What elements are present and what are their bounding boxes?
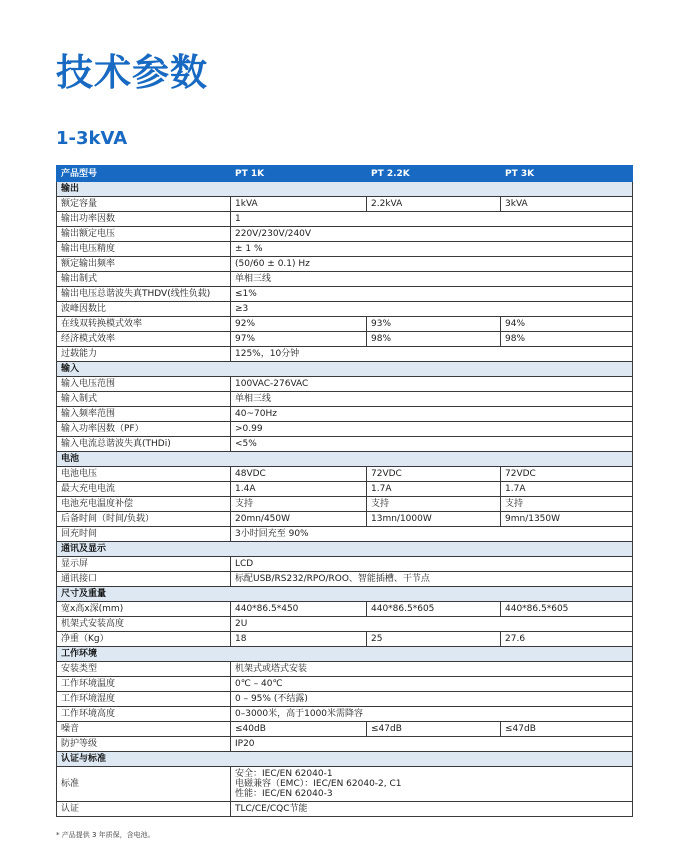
- table-row: [57, 527, 633, 542]
- header-cell: PT 1K: [231, 166, 367, 182]
- row-label: 工作环境温度: [57, 677, 231, 692]
- row-label: 电池电压: [57, 467, 231, 482]
- table-row: [57, 302, 633, 317]
- table-row: [57, 332, 633, 347]
- row-value: 3kVA: [501, 197, 633, 212]
- table-row: [57, 242, 633, 257]
- table-row: [57, 767, 633, 802]
- section-heading: 输出: [57, 182, 633, 197]
- section-row: [57, 542, 633, 557]
- table-row: [57, 377, 633, 392]
- table-row: [57, 347, 633, 362]
- row-value: 2.2kVA: [367, 197, 501, 212]
- header-cell: PT 2.2K: [367, 166, 501, 182]
- row-label: 输出制式: [57, 272, 231, 287]
- row-label: 宽x高x深(mm): [57, 602, 231, 617]
- table-row: [57, 707, 633, 722]
- row-value: 1.4A: [231, 482, 367, 497]
- table-row: [57, 482, 633, 497]
- table-row: [57, 392, 633, 407]
- row-label: 经济模式效率: [57, 332, 231, 347]
- row-value: 机架式或塔式安装: [231, 662, 633, 677]
- header-cell: 产品型号: [57, 166, 231, 182]
- table-header-row: [57, 166, 633, 182]
- row-value: 1: [231, 212, 633, 227]
- row-value: [231, 767, 633, 802]
- row-label: 输出电压总谐波失真THDV(线性负载): [57, 287, 231, 302]
- row-label: 后备时间（时间/负载）: [57, 512, 231, 527]
- row-value: ≤47dB: [367, 722, 501, 737]
- header-cell: PT 3K: [501, 166, 633, 182]
- table-row: [57, 802, 633, 817]
- row-label: 输入电流总谐波失真(THDi): [57, 437, 231, 452]
- row-value: 72VDC: [501, 467, 633, 482]
- row-value: 单相三线: [231, 272, 633, 287]
- row-value: 1.7A: [367, 482, 501, 497]
- row-value: 100VAC-276VAC: [231, 377, 633, 392]
- row-value: LCD: [231, 557, 633, 572]
- row-label: 输出电压精度: [57, 242, 231, 257]
- row-value: 支持: [231, 497, 367, 512]
- row-value: 1.7A: [501, 482, 633, 497]
- row-value: >0.99: [231, 422, 633, 437]
- footnote: * 产品提供 3 年质保，含电池。: [56, 831, 155, 839]
- row-label: 输入电压范围: [57, 377, 231, 392]
- table-row: [57, 722, 633, 737]
- table-row: [57, 437, 633, 452]
- row-value: 40~70Hz: [231, 407, 633, 422]
- row-value: 98%: [367, 332, 501, 347]
- table-row: [57, 407, 633, 422]
- row-value: ± 1 %: [231, 242, 633, 257]
- table-row: [57, 272, 633, 287]
- row-label: 输入功率因数（PF）: [57, 422, 231, 437]
- section-row: [57, 362, 633, 377]
- table-row: [57, 422, 633, 437]
- row-value: 48VDC: [231, 467, 367, 482]
- row-label: 通讯接口: [57, 572, 231, 587]
- row-label: 显示屏: [57, 557, 231, 572]
- row-value: 标配USB/RS232/RPO/ROO、智能插槽、干节点: [231, 572, 633, 587]
- value-line: 安全：IEC/EN 62040-1: [235, 769, 333, 779]
- row-value: TLC/CE/CQC节能: [231, 802, 633, 817]
- table-row: [57, 317, 633, 332]
- row-value: 125%，10分钟: [231, 347, 633, 362]
- table-row: [57, 257, 633, 272]
- row-label: 机架式安装高度: [57, 617, 231, 632]
- row-value: 1kVA: [231, 197, 367, 212]
- row-value: <5%: [231, 437, 633, 452]
- row-value: 0–3000米，高于1000米需降容: [231, 707, 633, 722]
- row-value: 单相三线: [231, 392, 633, 407]
- row-value: (50/60 ± 0.1) Hz: [231, 257, 633, 272]
- row-value: 98%: [501, 332, 633, 347]
- page-title: 技术参数: [56, 51, 208, 94]
- row-value: 支持: [367, 497, 501, 512]
- value-line: 性能：IEC/EN 62040-3: [235, 789, 333, 799]
- row-label: 波峰因数比: [57, 302, 231, 317]
- table-row: [57, 677, 633, 692]
- section-heading: 通讯及显示: [57, 542, 633, 557]
- table-row: [57, 737, 633, 752]
- section-row: [57, 452, 633, 467]
- row-label: 在线双转换模式效率: [57, 317, 231, 332]
- row-value: 440*86.5*450: [231, 602, 367, 617]
- row-value: 2U: [231, 617, 633, 632]
- table-row: [57, 197, 633, 212]
- row-value: 27.6: [501, 632, 633, 647]
- section-heading: 尺寸及重量: [57, 587, 633, 602]
- row-value: 3小时回充至 90%: [231, 527, 633, 542]
- section-row: [57, 647, 633, 662]
- row-label: 认证: [57, 802, 231, 817]
- table-row: [57, 557, 633, 572]
- row-value: 13mn/1000W: [367, 512, 501, 527]
- row-value: 440*86.5*605: [501, 602, 633, 617]
- row-value: 92%: [231, 317, 367, 332]
- row-label: 过载能力: [57, 347, 231, 362]
- row-label: 工作环境湿度: [57, 692, 231, 707]
- row-label: 回充时间: [57, 527, 231, 542]
- row-label: 输入频率范围: [57, 407, 231, 422]
- row-label: 最大充电电流: [57, 482, 231, 497]
- section-heading: 认证与标准: [57, 752, 633, 767]
- section-row: [57, 587, 633, 602]
- section-subtitle: 1-3kVA: [56, 128, 128, 149]
- row-value: 72VDC: [367, 467, 501, 482]
- row-value: 18: [231, 632, 367, 647]
- value-line: 电磁兼容（EMC）：IEC/EN 62040-2, C1: [235, 779, 402, 789]
- table-row: [57, 692, 633, 707]
- row-label: 防护等级: [57, 737, 231, 752]
- row-label: 净重（Kg）: [57, 632, 231, 647]
- table-row: [57, 662, 633, 677]
- row-label: 输出功率因数: [57, 212, 231, 227]
- row-label: 输出额定电压: [57, 227, 231, 242]
- row-value: ≤47dB: [501, 722, 633, 737]
- row-value: 9mn/1350W: [501, 512, 633, 527]
- table-row: [57, 227, 633, 242]
- section-heading: 输入: [57, 362, 633, 377]
- row-value: 93%: [367, 317, 501, 332]
- row-value: 440*86.5*605: [367, 602, 501, 617]
- row-label: 额定输出频率: [57, 257, 231, 272]
- table-row: [57, 572, 633, 587]
- section-row: [57, 752, 633, 767]
- spec-table-body: [57, 182, 633, 817]
- row-label: 标准: [57, 767, 231, 802]
- row-label: 额定容量: [57, 197, 231, 212]
- table-row: [57, 512, 633, 527]
- table-row: [57, 497, 633, 512]
- row-value: 220V/230V/240V: [231, 227, 633, 242]
- row-value: 20mn/450W: [231, 512, 367, 527]
- row-value: ≤40dB: [231, 722, 367, 737]
- row-label: 电池充电温度补偿: [57, 497, 231, 512]
- section-row: [57, 182, 633, 197]
- table-row: [57, 617, 633, 632]
- row-value: 25: [367, 632, 501, 647]
- row-value: 0 – 95% (不结露): [231, 692, 633, 707]
- row-label: 安装类型: [57, 662, 231, 677]
- section-heading: 电池: [57, 452, 633, 467]
- table-row: [57, 632, 633, 647]
- spec-table: [56, 165, 633, 817]
- row-label: 工作环境高度: [57, 707, 231, 722]
- row-value: 0℃ – 40℃: [231, 677, 633, 692]
- row-value: IP20: [231, 737, 633, 752]
- table-row: [57, 287, 633, 302]
- row-value: ≥3: [231, 302, 633, 317]
- section-heading: 工作环境: [57, 647, 633, 662]
- row-value: 94%: [501, 317, 633, 332]
- table-row: [57, 602, 633, 617]
- row-label: 噪音: [57, 722, 231, 737]
- table-row: [57, 212, 633, 227]
- row-value: ≤1%: [231, 287, 633, 302]
- row-value: 97%: [231, 332, 367, 347]
- row-label: 输入制式: [57, 392, 231, 407]
- row-value: 支持: [501, 497, 633, 512]
- table-row: [57, 467, 633, 482]
